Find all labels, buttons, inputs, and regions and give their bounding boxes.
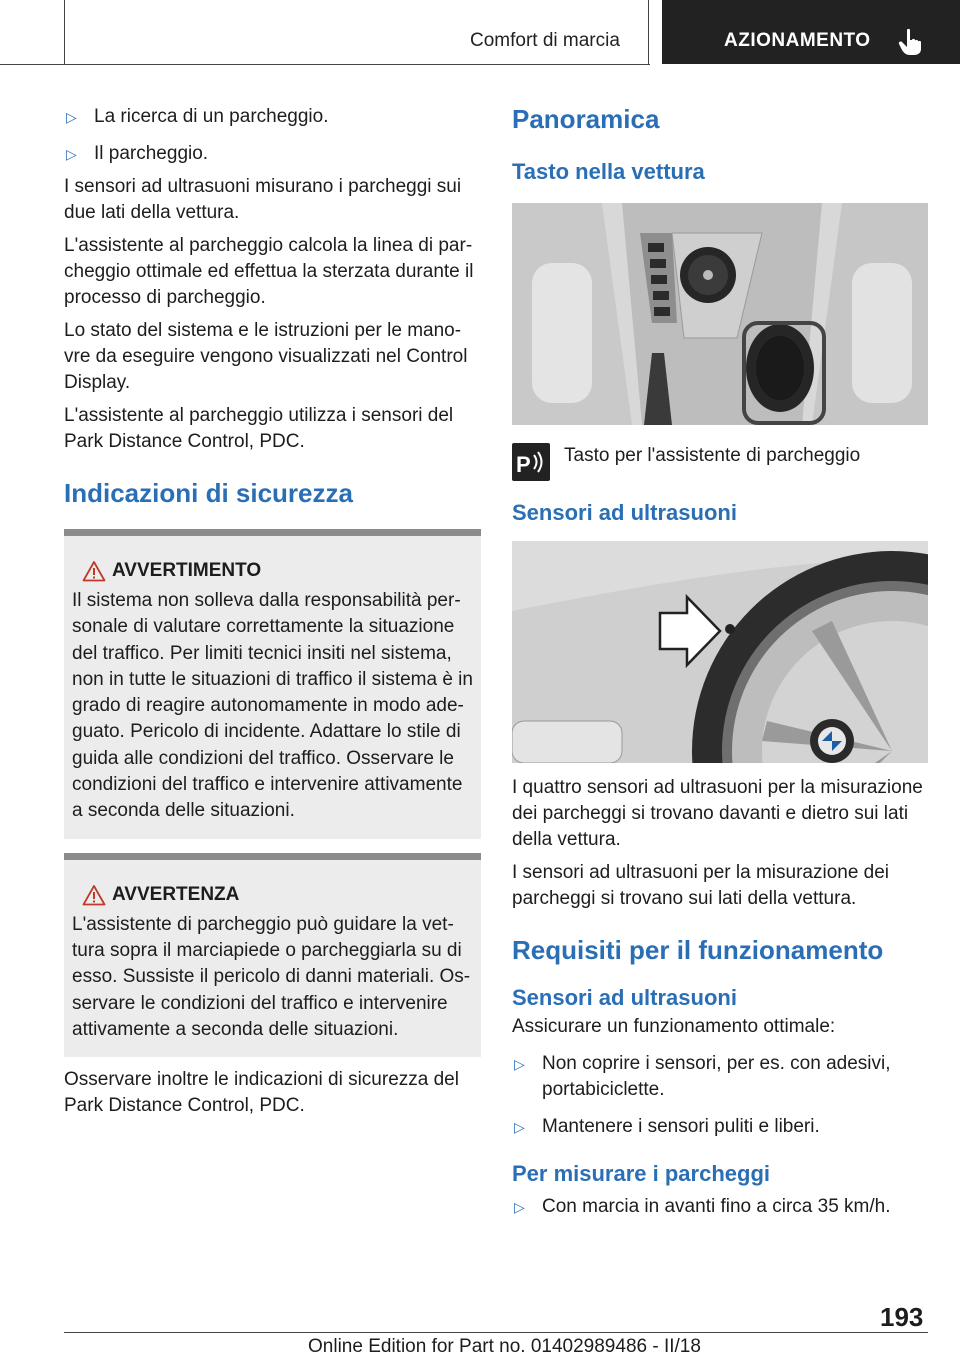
- warning-title: AVVERTENZA: [112, 883, 240, 905]
- safety-heading: Indicazioni di sicurezza: [64, 478, 353, 508]
- measure-heading: Per misurare i parcheggi: [512, 1161, 770, 1186]
- list-item: [64, 104, 481, 130]
- warning-header: [72, 882, 473, 908]
- parking-assistant-button-icon: [512, 443, 550, 481]
- triangle-bullet-icon: ▷: [66, 109, 77, 125]
- header-divider: [648, 0, 649, 64]
- list-item-text: Mantenere i sensori puliti e liberi.: [542, 1116, 820, 1137]
- list-item: [512, 1051, 928, 1103]
- warning-header: [72, 558, 473, 584]
- overview-heading: Panoramica: [512, 104, 660, 134]
- chapter-title: AZIONAMENTO: [724, 30, 871, 51]
- body-paragraph: I quattro sensori ad ultrasuoni per la misurazione dei parcheggi si trovano davanti e dietro sui lati della vettura.: [512, 777, 923, 850]
- header-divider: [64, 0, 65, 64]
- header-rule: [0, 64, 650, 65]
- list-item: [64, 141, 481, 167]
- list-item-text: Con marcia in avanti fino a circa 35 km/h.: [542, 1196, 891, 1217]
- section-title: Comfort di marcia: [470, 30, 620, 51]
- requirements-heading: Requisiti per il funzionamento: [512, 935, 884, 965]
- warning-triangle-icon: [82, 884, 106, 906]
- body-paragraph: I sensori ad ultrasuoni per la misurazione dei parcheggi si trovano sui lati della vettura.: [512, 862, 890, 909]
- right-column: [512, 100, 928, 1220]
- list-item: [512, 1114, 928, 1140]
- warning-text: Il sistema non solleva dalla responsabilità personale di valutare correttamente la situazione del traffico. Per limiti tecnici insiti nel sistema, non in tutte le situazioni di traffico il sistema è in grado di reagire autonomamente in modo adeguato. Pericolo di incidente. Adattare lo stile di guida alle condizioni del traffico. Osservare le condizioni del traffico e intervenire attivamente a seconda delle situazioni.: [72, 590, 473, 822]
- edition-note: Online Edition for Part no. 01402989486 - II/18: [308, 1336, 701, 1357]
- warning-title: AVVERTIMENTO: [112, 560, 262, 581]
- body-paragraph: L'assistente al parcheggio utilizza i sensori del Park Distance Control, PDC.: [64, 405, 454, 452]
- warning-box: [64, 529, 481, 839]
- left-column: [64, 100, 481, 1119]
- chapter-tab: [662, 0, 960, 64]
- warning-text: L'assistente di parcheggio può guidare la vettura sopra il marciapiede o parcheggiarla su di esso. Sussiste il pericolo di danni materiali. Osservare le condizioni del traffico e intervenire attivamente a seconda delle situazioni.: [72, 913, 471, 1040]
- caption-text: Tasto per l'assistente di parcheggio: [564, 445, 861, 466]
- body-paragraph: Osservare inoltre le indicazioni di sicurezza del Park Distance Control, PDC.: [64, 1069, 459, 1117]
- sensors-heading: Sensori ad ultrasuoni: [512, 500, 737, 525]
- warning-box: [64, 853, 481, 1057]
- list-item-text: La ricerca di un parcheggio.: [94, 106, 329, 127]
- sensor-photo: [512, 541, 928, 763]
- console-photo: [512, 203, 928, 425]
- svg-text:P: P: [516, 452, 531, 477]
- footer-rule: [64, 1332, 928, 1333]
- triangle-bullet-icon: ▷: [514, 1056, 525, 1072]
- hand-pointer-icon: [898, 28, 924, 56]
- button-heading: Tasto nella vettura: [512, 159, 705, 184]
- body-paragraph: Lo stato del sistema e le istruzioni per le manovre da eseguire vengono visualizzati nel Control Display.: [64, 320, 468, 393]
- body-paragraph: L'assistente al parcheggio calcola la linea di parcheggio ottimale ed effettua la sterzata durante il processo di parcheggio.: [64, 235, 474, 308]
- body-paragraph: I sensori ad ultrasuoni misurano i parcheggi sui due lati della vettura.: [64, 176, 462, 223]
- triangle-bullet-icon: ▷: [514, 1119, 525, 1135]
- sensor-illustration: [512, 541, 928, 763]
- triangle-bullet-icon: ▷: [66, 146, 77, 162]
- figure-caption: [512, 443, 928, 487]
- body-paragraph: Assicurare un funzionamento ottimale:: [512, 1016, 836, 1037]
- list-item-text: Il parcheggio.: [94, 143, 209, 164]
- req-sensors-heading: Sensori ad ultrasuoni: [512, 985, 737, 1010]
- page-number: 193: [880, 1302, 924, 1332]
- triangle-bullet-icon: ▷: [514, 1199, 525, 1215]
- warning-triangle-icon: [82, 560, 106, 582]
- console-illustration: [512, 203, 928, 425]
- list-item-text: Non coprire i sensori, per es. con adesivi, portabiciclette.: [542, 1053, 891, 1100]
- list-item: [512, 1194, 928, 1220]
